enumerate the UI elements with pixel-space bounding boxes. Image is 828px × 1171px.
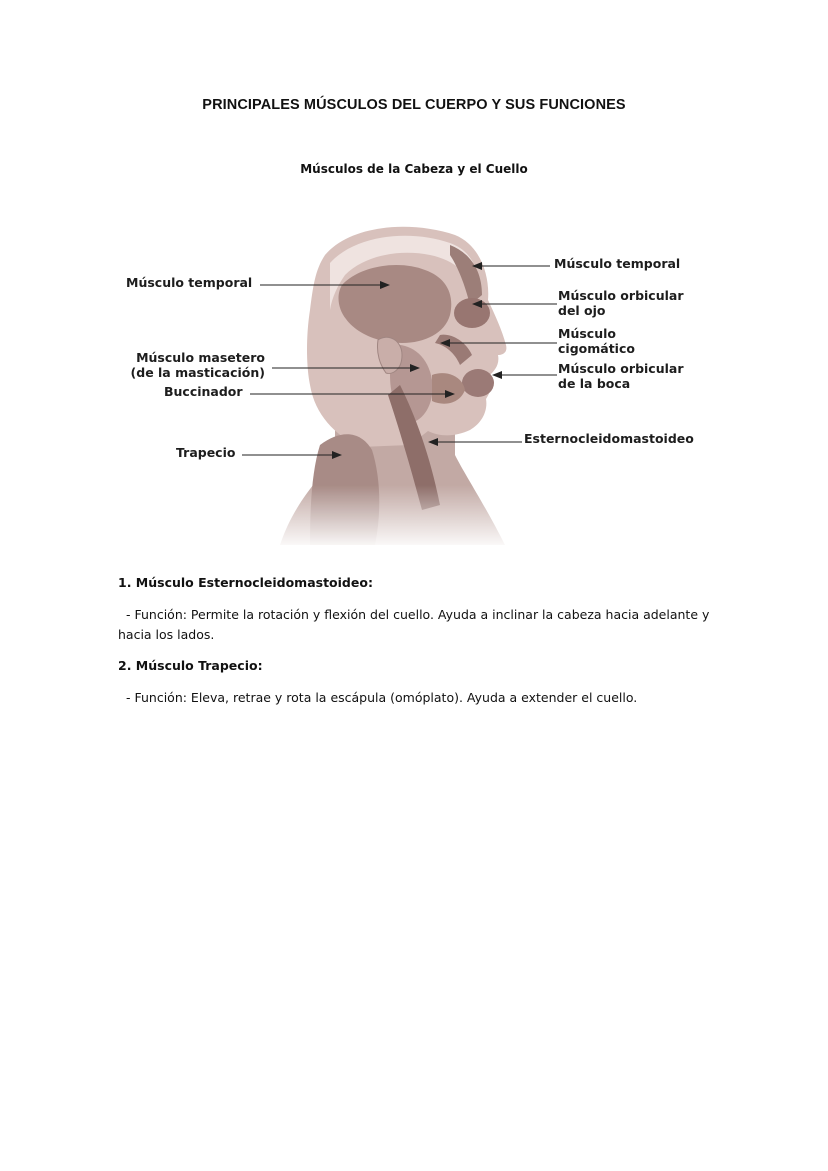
label-masseter-line2: (de la masticación)	[130, 365, 265, 380]
orbicular-eye-shape	[454, 298, 490, 328]
label-trapezius: Trapecio	[176, 445, 236, 460]
document-title: PRINCIPALES MÚSCULOS DEL CUERPO Y SUS FUNCIONES	[202, 97, 626, 113]
label-temporal-left: Músculo temporal	[126, 275, 253, 290]
section-2-body: - Función: Eleva, retrae y rota la escápula (omóplato). Ayuda a extender el cuello.	[126, 690, 638, 705]
label-sternocleidomastoid: Esternocleidomastoideo	[524, 431, 694, 446]
section-2-heading: 2. Músculo Trapecio:	[118, 658, 263, 673]
section-subtitle: Músculos de la Cabeza y el Cuello	[300, 162, 528, 176]
label-orbicular-eye-line2: del ojo	[558, 303, 606, 318]
bottom-fade	[260, 485, 540, 550]
label-temporal-right: Músculo temporal	[554, 256, 681, 271]
label-zygomatic-line1: Músculo	[558, 326, 616, 341]
label-orbicular-mouth-line1: Músculo orbicular	[558, 361, 684, 376]
label-buccinator: Buccinador	[164, 384, 243, 399]
section-1-heading: 1. Músculo Esternocleidomastoideo:	[118, 575, 373, 590]
label-orbicular-eye-line1: Músculo orbicular	[558, 288, 684, 303]
label-orbicular-mouth-line2: de la boca	[558, 376, 631, 391]
label-masseter-line1: Músculo masetero	[136, 350, 265, 365]
orbicular-mouth-shape	[462, 369, 494, 397]
section-1-body: - Función: Permite la rotación y flexión del cuello. Ayuda a inclinar la cabeza hacia adelante y hacia los lados.	[118, 607, 710, 642]
label-zygomatic-line2: cigomático	[558, 341, 635, 356]
head-neck-muscles-figure	[110, 215, 710, 550]
arrowhead-orbicular-mouth	[492, 371, 502, 379]
